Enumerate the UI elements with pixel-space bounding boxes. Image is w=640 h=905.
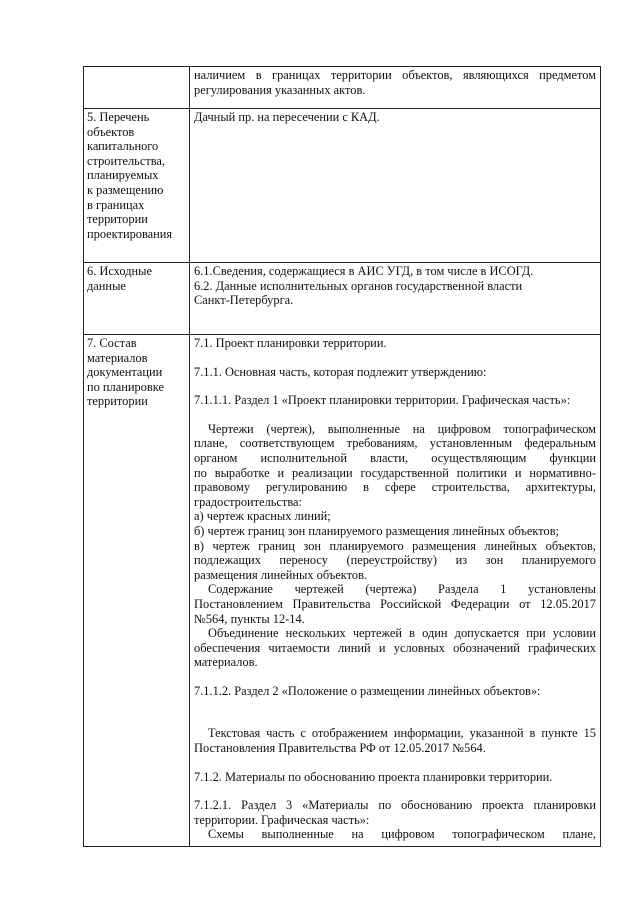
- paragraph-spacer: [194, 784, 596, 798]
- content-line: подлежащих переносу (переустройству) из зон планируемого: [194, 553, 596, 568]
- row-label-cell: [84, 263, 190, 335]
- row-label-line: 5. Перечень: [87, 110, 150, 124]
- content-line: б) чертеж границ зон планируемого размещения линейных объектов;: [194, 523, 559, 538]
- paragraph-spacer: [194, 670, 596, 684]
- row-label-line: капитального: [87, 139, 159, 154]
- content-line: органом исполнительной власти, осуществляющим функции: [194, 450, 596, 465]
- paragraph-spacer: [194, 351, 596, 365]
- content-line: Объединение нескольких чертежей в один допускается при условии: [208, 626, 596, 641]
- row-label-line: 7. Состав: [87, 336, 137, 350]
- paragraph-spacer: [194, 756, 596, 770]
- row-content-cell: [190, 263, 601, 335]
- row-label-line: 6. Исходные: [87, 264, 152, 278]
- content-line: 7.1. Проект планировки территории.: [194, 336, 387, 350]
- row-label-line: планируемых: [87, 168, 159, 183]
- row-content-cell: [190, 67, 601, 109]
- content-line: Текстовая часть с отображением информации, указанной в пункте 15: [208, 726, 596, 741]
- paragraph-spacer: [194, 408, 596, 422]
- content-line: по выработке и реализации государственной политики и нормативно-: [194, 465, 596, 480]
- content-line: 7.1.1.1. Раздел 1 «Проект планировки территории. Графическая часть»:: [194, 393, 571, 408]
- content-line: размещения линейных объектов.: [194, 567, 368, 582]
- content-line: в) чертеж границ зон планируемого размещения линейных объектов,: [194, 538, 596, 553]
- content-line: 7.1.2.1. Раздел 3 «Материалы по обоснованию проекта планировки: [194, 798, 596, 813]
- row-label-line: материалов: [87, 350, 148, 365]
- content-line: Постановлением Правительства Российской Федерации от 12.05.2017: [194, 596, 596, 611]
- content-line: 6.2. Данные исполнительных органов государственной власти: [194, 278, 523, 293]
- content-line: Санкт-Петербурга.: [194, 293, 294, 308]
- paragraph-spacer: [194, 379, 596, 393]
- content-line: Содержание чертежей (чертежа) Раздела 1 установлены: [208, 582, 596, 597]
- row-label-line: проектирования: [87, 226, 173, 241]
- row-label-line: по планировке: [87, 379, 164, 394]
- content-line: градостроительства:: [194, 494, 302, 509]
- row-label-line: территории: [87, 394, 148, 409]
- row-label-line: к размещению: [87, 182, 164, 197]
- row-content-cell: [190, 109, 601, 263]
- content-line: Дачный пр. на пересечении с КАД.: [194, 110, 380, 124]
- content-line: территории. Графическая часть»:: [194, 812, 370, 827]
- content-line: обеспечения читаемости линий и условных обозначений графических: [194, 640, 596, 655]
- row-label-line: строительства,: [87, 153, 166, 168]
- content-line: 7.1.1.2. Раздел 2 «Положение о размещении линейных объектов»:: [194, 683, 541, 698]
- content-line: регулирования указанных актов.: [194, 82, 366, 97]
- content-line: плане, соответствующем требованиям, установленным федеральным: [194, 436, 596, 451]
- content-line: а) чертеж красных линий;: [194, 509, 331, 524]
- content-line: наличием в границах территории объектов, являющихся предметом: [194, 68, 596, 82]
- table-row: [84, 67, 601, 109]
- content-line: 7.1.1. Основная часть, которая подлежит утверждению:: [194, 364, 487, 379]
- content-line: материалов.: [194, 655, 258, 670]
- row-label-line: в границах: [87, 197, 145, 212]
- row-label-line: документации: [87, 365, 163, 380]
- row-label-line: территории: [87, 212, 148, 227]
- content-line: Постановления Правительства РФ от 12.05.2017 №564.: [194, 741, 486, 756]
- paragraph-spacer: [194, 698, 596, 712]
- content-line: Чертежи (чертеж), выполненные на цифровом топографическом: [208, 421, 596, 436]
- content-line: 7.1.2. Материалы по обоснованию проекта планировки территории.: [194, 769, 553, 784]
- content-line: правовому регулированию в сфере строительства, архитектуры,: [194, 480, 596, 495]
- row-content-cell: [190, 335, 601, 847]
- table-row: [84, 335, 601, 847]
- content-line: 6.1.Сведения, содержащиеся в АИС УГД, в том числе в ИСОГД.: [194, 264, 534, 278]
- table-row: [84, 109, 601, 263]
- table-row: [84, 263, 601, 335]
- content-line: №564, пункты 12-14.: [194, 611, 305, 626]
- requirements-table: [83, 66, 601, 847]
- row-label-cell: [84, 335, 190, 847]
- content-line: Схемы выполненные на цифровом топографическом плане,: [208, 827, 596, 842]
- row-label-cell: [84, 109, 190, 263]
- paragraph-spacer: [194, 712, 596, 726]
- row-label-cell: [84, 67, 190, 109]
- row-label-line: данные: [87, 278, 126, 293]
- row-label-line: объектов: [87, 124, 135, 139]
